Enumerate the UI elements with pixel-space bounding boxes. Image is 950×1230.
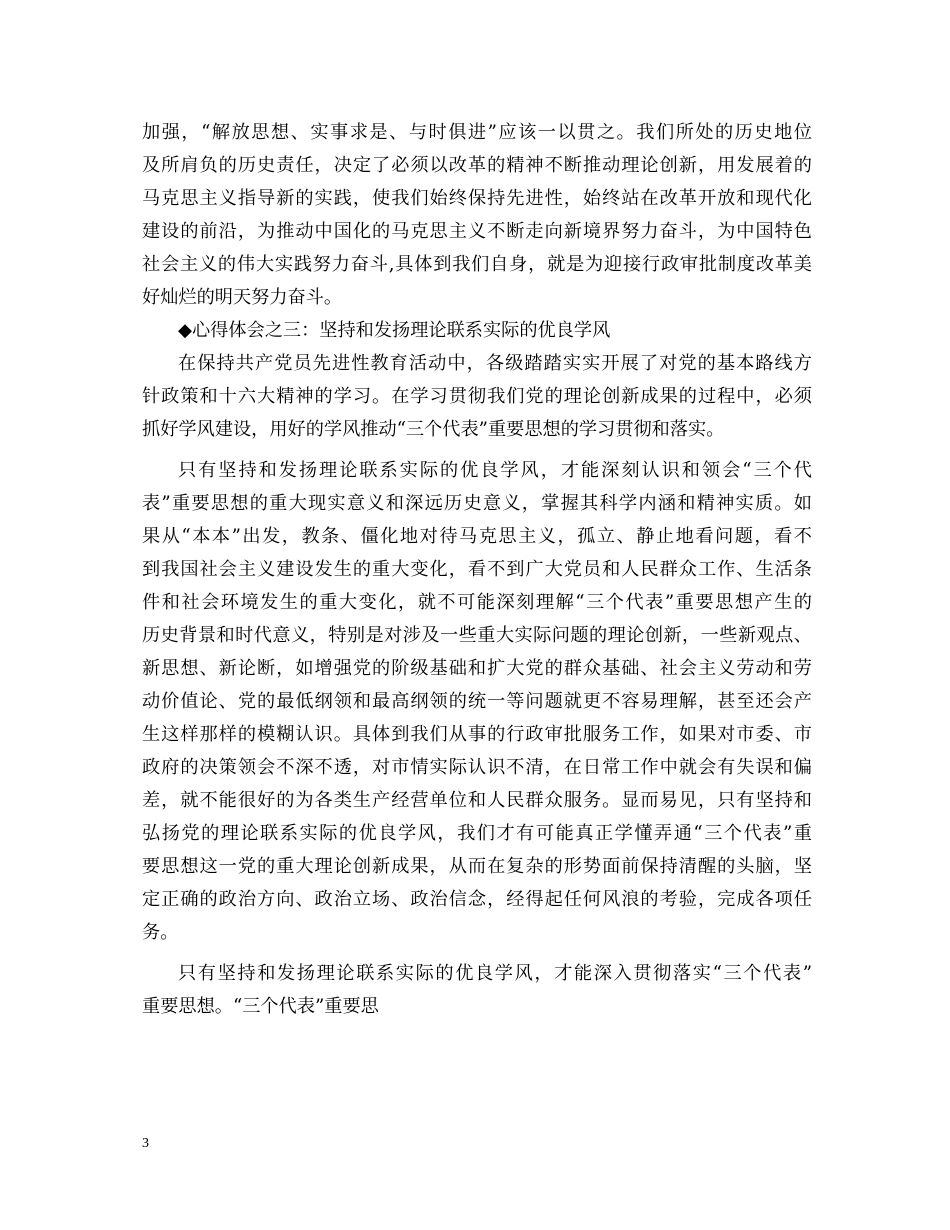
text-line: 建设的前沿，为推动中国化的马克思主义不断走向新境界努力奋斗，为中国特色 [142, 221, 812, 242]
text-line: 定正确的政治方向、政治立场、政治信念，经得起任何风浪的考验，完成各项任 [142, 889, 812, 910]
text-line: 加强，“解放思想、实事求是、与时俱进”应该一以贯之。我们所处的历史地位 [142, 122, 812, 143]
text-line: 政府的决策领会不深不透，对市情实际认识不清，在日常工作中就会有失误和偏 [142, 757, 812, 778]
paragraph-study-activity [142, 347, 812, 446]
paragraph-implementation [142, 957, 812, 1023]
text-line: 新思想、新论断，如增强党的阶级基础和扩大党的群众基础、社会主义劳动和劳 [142, 658, 812, 679]
paragraph-gap [142, 446, 812, 454]
text-line: 务。 [142, 922, 179, 943]
text-line: 弘扬党的理论联系实际的优良学风，我们才有可能真正学懂弄通“三个代表”重 [142, 823, 812, 844]
page-number: 3 [142, 1136, 149, 1151]
text-line: 好灿烂的明天努力奋斗。 [142, 287, 343, 308]
text-line: 差，就不能很好的为各类生产经营单位和人民群众服务。显而易见，只有坚持和 [142, 790, 812, 811]
text-line: 要思想这一党的重大理论创新成果，从而在复杂的形势面前保持清醒的头脑，坚 [142, 856, 812, 877]
text-line: 针政策和十六大精神的学习。在学习贯彻我们党的理论创新成果的过程中，必须 [142, 386, 812, 407]
text-line: 果从“本本”出发，教条、僵化地对待马克思主义，孤立、静止地看问题，看不 [142, 526, 812, 547]
text-line: 生这样那样的模糊认识。具体到我们从事的行政审批服务工作，如果对市委、市 [142, 724, 812, 745]
text-line: 只有坚持和发扬理论联系实际的优良学风，才能深入贯彻落实“三个代表” [178, 963, 812, 984]
text-line: 历史背景和时代意义，特别是对涉及一些重大实际问题的理论创新，一些新观点、 [142, 625, 812, 646]
text-line: 社会主义的伟大实践努力奋斗,具体到我们自身，就是为迎接行政审批制度改革美 [142, 254, 812, 275]
text-line: 到我国社会主义建设发生的重大变化，看不到广大党员和人民群众工作、生活条 [142, 559, 812, 580]
text-line: 在保持共产党员先进性教育活动中，各级踏踏实实开展了对党的基本路线方 [178, 353, 812, 374]
text-line: 马克思主义指导新的实践，使我们始终保持先进性，始终站在改革开放和现代化 [142, 188, 812, 209]
text-line: 表”重要思想的重大现实意义和深远历史意义，掌握其科学内涵和精神实质。如 [142, 493, 812, 514]
text-line: 只有坚持和发扬理论联系实际的优良学风，才能深刻认识和领会“三个代 [178, 460, 812, 481]
text-line: 重要思想。“三个代表”重要思 [142, 996, 379, 1017]
text-line: 动价值论、党的最低纲领和最高纲领的统一等问题就更不容易理解，甚至还会产 [142, 691, 812, 712]
paragraph-continuation [142, 116, 812, 314]
paragraph-deep-understanding [142, 454, 812, 949]
text-line: 抓好学风建设，用好的学风推动“三个代表”重要思想的学习贯彻和落实。 [142, 419, 725, 440]
text-line: 件和社会环境发生的重大变化，就不可能深刻理解“三个代表”重要思想产生的 [142, 592, 812, 613]
paragraph-gap [142, 949, 812, 957]
section-heading: ◆心得体会之三：坚持和发扬理论联系实际的优良学风 [178, 320, 611, 341]
document-body [142, 116, 812, 1023]
text-line: 及所肩负的历史责任，决定了必须以改革的精神不断推动理论创新，用发展着的 [142, 155, 812, 176]
